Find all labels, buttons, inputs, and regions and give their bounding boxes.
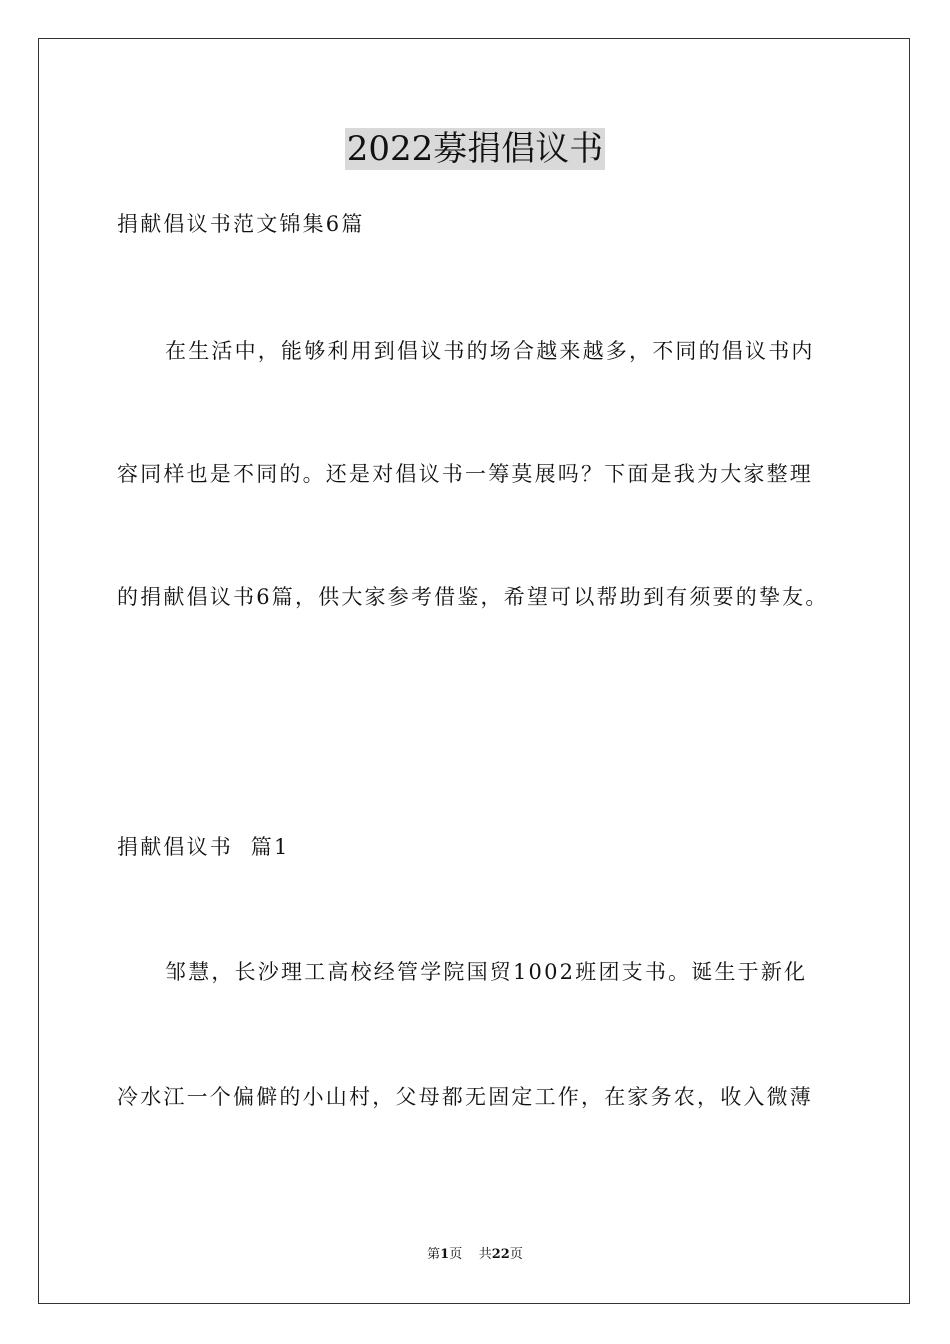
document-subtitle: 捐献倡议书范文锦集6篇 [117,212,365,236]
title-wrap [0,128,950,170]
page-footer [0,1247,950,1263]
section-line-2: 冷水江一个偏僻的小山村，父母都无固定工作，在家务农，收入微薄 [117,1085,813,1109]
intro-line-3: 的捐献倡议书6篇，供大家参考借鉴，希望可以帮助到有须要的挚友。 [117,585,829,609]
section-heading: 捐献倡议书 篇1 [117,835,290,859]
footer-page-number: 1 [440,1247,450,1262]
footer-total-prefix: 共 [478,1247,492,1262]
section-line-1: 邹慧，长沙理工高校经管学院国贸1002班团支书。诞生于新化 [165,960,808,984]
document-title: 2022募捐倡议书 [346,129,604,169]
footer-total-suffix: 页 [509,1247,523,1262]
footer-page-suffix: 页 [449,1247,463,1262]
intro-line-2: 容同样也是不同的。还是对倡议书一筹莫展吗？下面是我为大家整理 [117,462,813,486]
footer-total-pages: 22 [491,1247,510,1262]
footer-prefix: 第 [427,1247,441,1262]
intro-line-1: 在生活中，能够利用到倡议书的场合越来越多，不同的倡议书内 [165,339,815,363]
